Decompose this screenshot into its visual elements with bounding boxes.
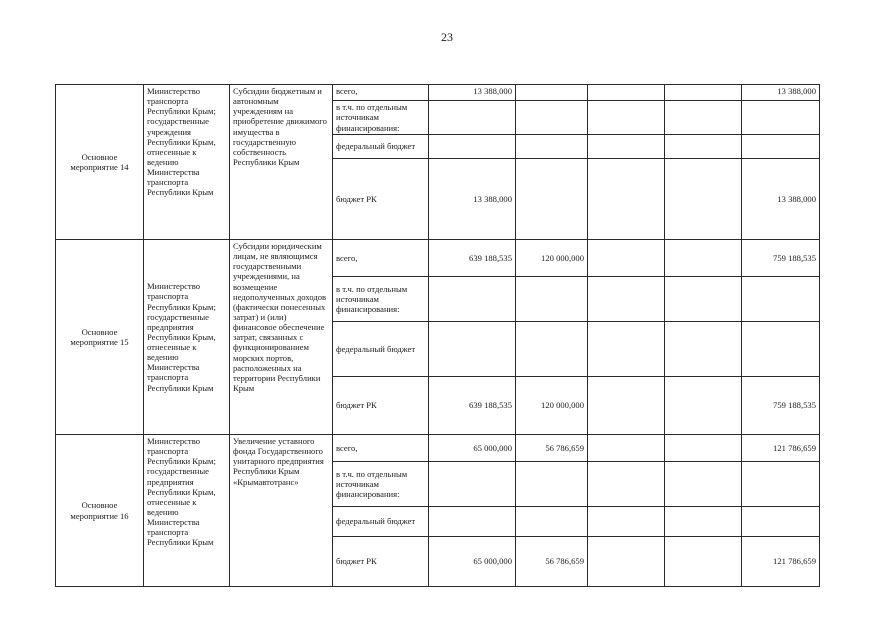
total-cell: 759 188,535 — [742, 240, 820, 277]
value-cell — [429, 462, 516, 507]
value-cell — [429, 277, 516, 322]
event-name: Основное мероприятие 14 — [56, 85, 144, 240]
budget-table — [55, 84, 820, 587]
value-cell — [516, 85, 588, 101]
value-cell — [665, 507, 742, 537]
value-cell: 65 000,000 — [429, 537, 516, 587]
executor-cell: Министерство транспорта Республики Крым; государственные предприятия Республики Крым, отнесенные к ведению Министерства транспорта Республики Крым — [144, 435, 230, 587]
source-label: всего, — [333, 85, 429, 101]
value-cell: 639 188,535 — [429, 377, 516, 435]
value-cell — [665, 159, 742, 240]
value-cell: 65 000,000 — [429, 435, 516, 462]
source-label: в т.ч. по отдельным источникам финансирования: — [333, 101, 429, 135]
executor-cell: Министерство транспорта Республики Крым; государственные учреждения Республики Крым, отнесенные к ведению Министерства транспорта Республики Крым — [144, 85, 230, 240]
value-cell — [665, 277, 742, 322]
value-cell: 639 188,535 — [429, 240, 516, 277]
value-cell — [516, 277, 588, 322]
value-cell — [588, 159, 665, 240]
table-row — [56, 240, 820, 277]
value-cell — [665, 85, 742, 101]
description-cell: Субсидии бюджетным и автономным учреждениям на приобретение движимого имущества в государственную собственность Республики Крым — [230, 85, 333, 240]
total-cell — [742, 135, 820, 159]
value-cell — [516, 159, 588, 240]
value-cell — [516, 507, 588, 537]
value-cell — [588, 135, 665, 159]
source-label: федеральный бюджет — [333, 322, 429, 377]
value-cell — [588, 85, 665, 101]
value-cell — [516, 101, 588, 135]
value-cell: 13 388,000 — [429, 159, 516, 240]
value-cell — [516, 322, 588, 377]
value-cell — [588, 537, 665, 587]
value-cell — [588, 377, 665, 435]
event-name: Основное мероприятие 15 — [56, 240, 144, 435]
value-cell: 120 000,000 — [516, 240, 588, 277]
value-cell — [516, 462, 588, 507]
total-cell — [742, 101, 820, 135]
value-cell — [588, 277, 665, 322]
executor-cell: Министерство транспорта Республики Крым; государственные предприятия Республики Крым, отнесенные к ведению Министерства транспорта Республики Крым — [144, 240, 230, 435]
source-label: бюджет РК — [333, 377, 429, 435]
event-name: Основное мероприятие 16 — [56, 435, 144, 587]
source-label: бюджет РК — [333, 159, 429, 240]
source-label: в т.ч. по отдельным источникам финансирования: — [333, 277, 429, 322]
source-label: федеральный бюджет — [333, 135, 429, 159]
value-cell — [665, 240, 742, 277]
table-row — [56, 435, 820, 462]
value-cell — [516, 135, 588, 159]
value-cell — [665, 462, 742, 507]
value-cell: 120 000,000 — [516, 377, 588, 435]
value-cell: 56 786,659 — [516, 435, 588, 462]
total-cell: 13 388,000 — [742, 85, 820, 101]
value-cell — [665, 377, 742, 435]
value-cell — [588, 101, 665, 135]
source-label: федеральный бюджет — [333, 507, 429, 537]
total-cell: 121 786,659 — [742, 435, 820, 462]
value-cell — [429, 507, 516, 537]
value-cell — [429, 101, 516, 135]
total-cell — [742, 462, 820, 507]
value-cell — [665, 435, 742, 462]
total-cell: 121 786,659 — [742, 537, 820, 587]
value-cell — [588, 240, 665, 277]
value-cell — [665, 322, 742, 377]
description-cell: Субсидии юридическим лицам, не являющимся государственными учреждениями, на возмещение недополученных доходов (фактически понесенных затрат) и (или) финансовое обеспечение затрат, связанных с функционированием морских портов, расположенных на территории Республики Крым — [230, 240, 333, 435]
value-cell — [588, 322, 665, 377]
value-cell: 13 388,000 — [429, 85, 516, 101]
value-cell — [588, 507, 665, 537]
total-cell: 13 388,000 — [742, 159, 820, 240]
total-cell — [742, 277, 820, 322]
source-label: всего, — [333, 435, 429, 462]
value-cell — [429, 322, 516, 377]
table-row — [56, 85, 820, 101]
source-label: всего, — [333, 240, 429, 277]
value-cell — [588, 462, 665, 507]
total-cell: 759 188,535 — [742, 377, 820, 435]
value-cell — [588, 435, 665, 462]
value-cell — [665, 101, 742, 135]
value-cell — [665, 135, 742, 159]
value-cell — [429, 135, 516, 159]
total-cell — [742, 507, 820, 537]
value-cell: 56 786,659 — [516, 537, 588, 587]
source-label: бюджет РК — [333, 537, 429, 587]
source-label: в т.ч. по отдельным источникам финансирования: — [333, 462, 429, 507]
description-cell: Увеличение уставного фонда Государственного унитарного предприятия Республики Крым «Крымавтотранс» — [230, 435, 333, 587]
total-cell — [742, 322, 820, 377]
value-cell — [665, 537, 742, 587]
page-number: 23 — [441, 30, 453, 44]
